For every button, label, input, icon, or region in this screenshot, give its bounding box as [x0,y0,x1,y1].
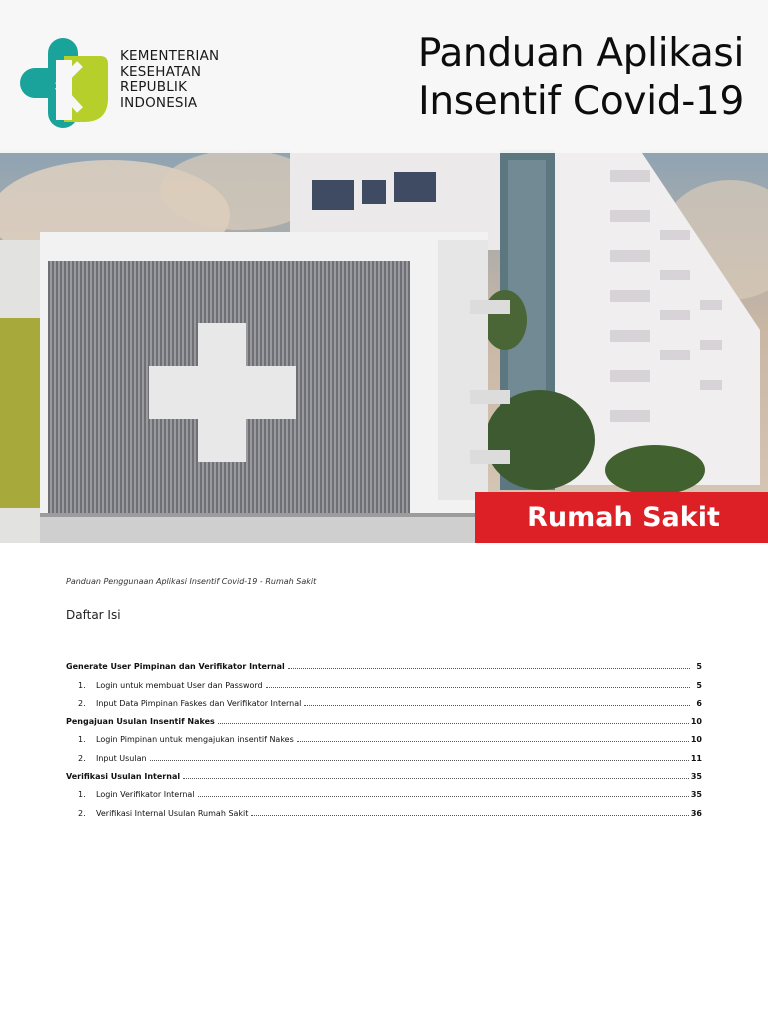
facility-type-badge: Rumah Sakit [475,492,768,543]
toc-subentry[interactable] [66,726,702,744]
toc-dot-leader [183,778,689,779]
toc-entry-page: 10 [690,717,702,727]
toc-subentry[interactable] [66,744,702,762]
toc-entry-label: Input Data Pimpinan Faskes dan Verifikator Internal [96,698,302,708]
document-title [418,30,744,126]
ministry-name [120,49,219,111]
running-head: Panduan Penggunaan Aplikasi Insentif Covid-19 - Rumah Sakit [66,577,317,586]
toc-entry-label: Verifikasi Usulan Internal [66,772,181,782]
ministry-line: INDONESIA [120,94,198,111]
ministry-line: KEMENTERIAN [120,48,220,64]
toc-entry-label: Pengajuan Usulan Insentif Nakes [66,717,215,727]
toc-entry-page: 10 [690,735,702,745]
toc-entry-page: 35 [690,772,702,782]
toc-dot-leader [288,668,690,669]
toc-dot-leader [150,760,689,761]
toc-dot-leader [297,741,689,742]
toc-entry-number: 1. [78,735,86,745]
toc-section-entry[interactable] [66,653,702,671]
toc-entry-label: Generate User Pimpinan dan Verifikator Internal [66,662,285,672]
toc-entry-number: 2. [78,808,86,818]
toc-entry-number: 2. [78,698,86,708]
toc-heading: Daftar Isi [66,608,121,622]
ministry-line: KESEHATAN [120,63,202,80]
toc-subentry[interactable] [66,799,702,817]
toc-entry-page: 35 [690,790,702,800]
toc-entry-number: 1. [78,790,86,800]
toc-entry-label: Login Pimpinan untuk mengajukan insentif Nakes [96,735,294,745]
table-of-contents [66,653,702,818]
toc-entry-page: 5 [696,662,702,672]
toc-section-entry[interactable] [66,763,702,781]
toc-dot-leader [218,723,689,724]
toc-entry-page: 11 [690,753,702,763]
toc-dot-leader [304,705,690,706]
title-line: Panduan Aplikasi [417,31,744,76]
title-line: Insentif Covid-19 [418,79,744,124]
toc-subentry[interactable] [66,690,702,708]
toc-dot-leader [266,687,690,688]
toc-entry-page: 5 [696,680,702,690]
toc-subentry[interactable] [66,781,702,799]
toc-entry-page: 6 [696,698,702,708]
toc-entry-label: Login Verifikator Internal [96,790,195,800]
toc-dot-leader [198,796,689,797]
toc-entry-label: Input Usulan [96,753,147,763]
toc-section-entry[interactable] [66,708,702,726]
toc-dot-leader [251,815,688,816]
kemenkes-logo-icon [18,36,110,130]
toc-entry-page: 36 [690,808,702,818]
toc-subentry[interactable] [66,671,702,689]
ministry-line: REPUBLIK [120,79,188,95]
toc-entry-label: Verifikasi Internal Usulan Rumah Sakit [96,808,249,818]
toc-entry-number: 2. [78,753,86,763]
toc-entry-number: 1. [78,680,86,690]
toc-entry-label: Login untuk membuat User dan Password [96,680,263,690]
